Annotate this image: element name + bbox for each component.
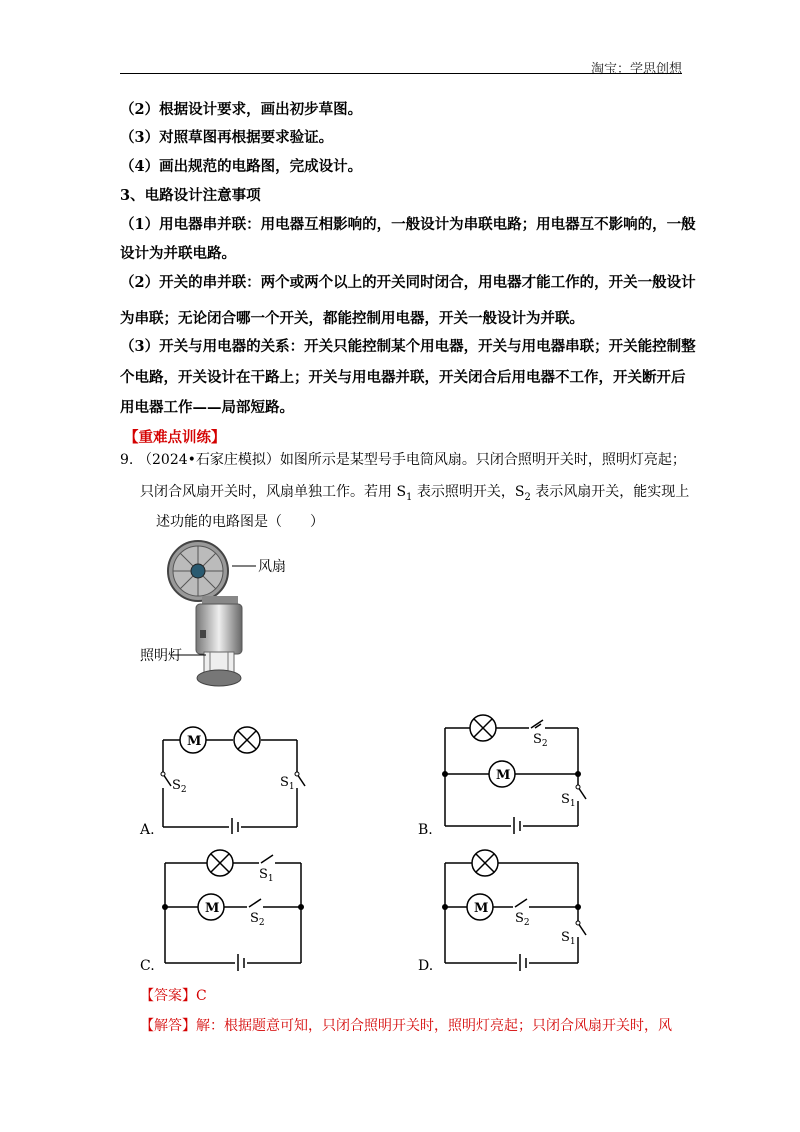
motor-label: M [187, 734, 202, 749]
circuit-a [150, 722, 310, 834]
s2-label: $S_2$ [515, 911, 530, 928]
header-rule [120, 73, 682, 74]
s2-label: $S_2$ [533, 732, 548, 749]
answer: 【答案】C [140, 988, 207, 1004]
s2-label: $S_2$ [250, 911, 265, 928]
option-d: D. [418, 958, 434, 974]
question-line-3: 述功能的电路图是（ ） [156, 514, 324, 530]
s2-label: $S_2$ [172, 778, 187, 795]
option-a: A. [140, 822, 155, 838]
option-c: C. [140, 958, 155, 974]
question-line-1: （2024•石家庄模拟）如图所示是某型号手电筒风扇。只闭合照明开关时，照明灯亮起； [138, 452, 686, 468]
analysis: 【解答】解：根据题意可知，只闭合照明开关时，照明灯亮起；只闭合风扇开关时，风 [140, 1018, 672, 1034]
s1-label: $S_1$ [280, 775, 295, 792]
circuit-b [435, 712, 595, 834]
s1-label: $S_1$ [561, 792, 576, 809]
text-line: 设计为并联电路。 [120, 245, 236, 262]
fan-label: 风扇 [258, 559, 286, 575]
motor-label: M [205, 901, 220, 916]
text-line: （2）根据设计要求，画出初步草图。 [120, 101, 363, 118]
question-number: 9. [120, 452, 134, 468]
text-line: 用电器工作——局部短路。 [120, 399, 294, 416]
circuit-d [435, 845, 595, 971]
question-line-2: 只闭合风扇开关时，风扇单独工作。若用 $S_1$ 表示照明开关，$S_2$ 表示风扇开关，能实现上 [140, 484, 690, 503]
lamp-label: 照明灯 [140, 648, 182, 664]
text-line: （1）用电器串并联：用电器互相影响的，一般设计为串联电路；用电器互不影响的，一般 [120, 216, 696, 233]
s1-label: $S_1$ [561, 930, 576, 947]
fan-flashlight-image [140, 538, 300, 690]
motor-label: M [474, 901, 489, 916]
section-heading: 3、电路设计注意事项 [120, 187, 261, 204]
text-line: （3）开关与用电器的关系：开关只能控制某个用电器，开关与用电器串联；开关能控制整 [120, 338, 696, 355]
option-b: B. [418, 822, 433, 838]
s1-label: $S_1$ [259, 867, 274, 884]
text-line: （2）开关的串并联：两个或两个以上的开关同时闭合，用电器才能工作的，开关一般设计 [120, 274, 696, 291]
header-text: 淘宝：学思创想 [590, 62, 682, 77]
text-line: （4）画出规范的电路图，完成设计。 [120, 158, 363, 175]
section-title: 【重难点训练】 [124, 429, 226, 446]
text-line: 为串联；无论闭合哪一个开关，都能控制用电器，开关一般设计为并联。 [120, 310, 584, 327]
circuit-c [155, 845, 315, 971]
text-line: 个电路，开关设计在干路上；开关与用电器并联，开关闭合后用电器不工作，开关断开后 [120, 369, 686, 386]
motor-label: M [496, 768, 511, 783]
text-line: （3）对照草图再根据要求验证。 [120, 129, 334, 146]
